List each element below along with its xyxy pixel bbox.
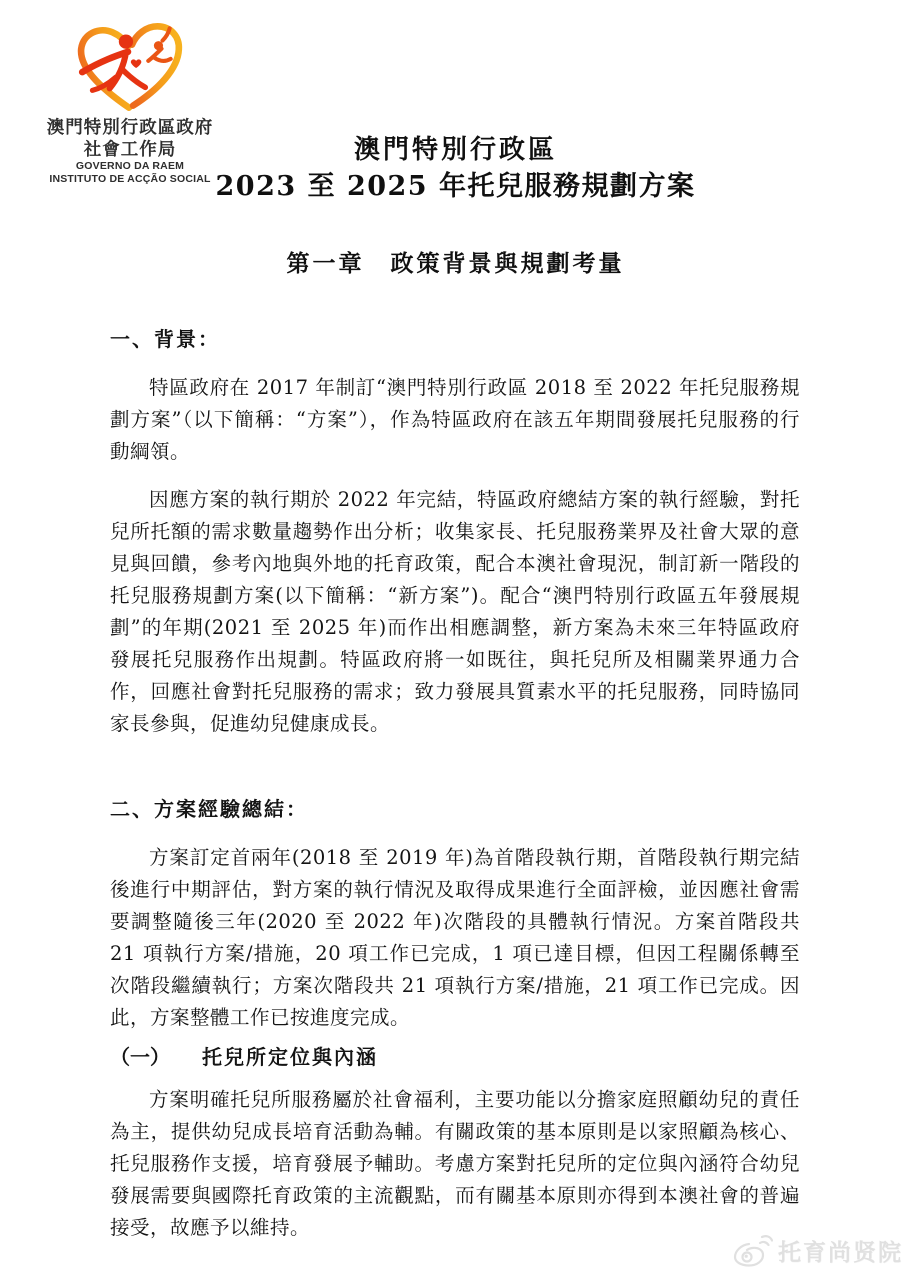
section-2-paragraph-1: 方案訂定首兩年(2018 至 2019 年)為首階段執行期，首階段執行期完結後進行中期評估，對方案的執行情況及取得成果進行全面評檢，並因應社會需要調整隨後三年(2020 至 2022 年)次階段的具體執行情況。方案首階段共 21 項執行方案/措施，20 項工作已完成，1 項已達目標，但因工程關係轉至次階段繼續執行；方案次階段共 21 項執行方案/措施，21 項工作已完成。因此，方案整體工作已按進度完成。 xyxy=(110,846,800,1029)
chapter-heading: 第一章 政策背景與規劃考量 xyxy=(286,250,625,277)
document-title xyxy=(0,132,911,206)
subsection-1-paragraph-1: 方案明確托兒所服務屬於社會福利，主要功能以分擔家庭照顧幼兒的責任為主，提供幼兒成長培育活動為輔。有關政策的基本原則是以家照顧為核心、托兒服務作支援，培育發展予輔助。考慮方案對托兒所的定位與內涵符合幼兒發展需要與國際托育政策的主流觀點，而有關基本原則亦得到本澳社會的普遍接受，故應予以維持。 xyxy=(110,1088,800,1239)
org-name-chinese-line2: 社會工作局 xyxy=(83,139,177,159)
subsection-1-title: 托兒所定位與內涵 xyxy=(202,1045,378,1069)
section-1-heading: 一、背景： xyxy=(110,327,220,351)
org-name-chinese-line1: 澳門特別行政區政府 xyxy=(46,117,214,137)
org-name-portuguese-line1: GOVERNO DA RAEM xyxy=(75,160,185,172)
subsection-1-number: （一） xyxy=(110,1045,170,1069)
document-title-line2: 2023 至 2025 年托兒服務規劃方案 xyxy=(215,171,696,202)
watermark-text: 托育尚贤院 xyxy=(778,1239,903,1265)
section-2-heading: 二、方案經驗總結： xyxy=(110,797,308,821)
weibo-icon xyxy=(733,1234,773,1267)
document-body xyxy=(110,324,800,1260)
heart-logo-icon xyxy=(69,20,191,114)
org-name-portuguese-line2: INSTITUTO DE ACÇÃO SOCIAL xyxy=(49,173,211,185)
watermark xyxy=(733,1234,903,1267)
section-1-paragraph-1: 特區政府在 2017 年制訂“澳門特別行政區 2018 至 2022 年托兒服務規劃方案”（以下簡稱：“方案”），作為特區政府在該五年期間發展托兒服務的行動綱領。 xyxy=(110,376,800,463)
document-title-line1: 澳門特別行政區 xyxy=(353,135,557,165)
subsection-1-heading xyxy=(110,1042,800,1072)
section-1-paragraph-2: 因應方案的執行期於 2022 年完結，特區政府總結方案的執行經驗，對托兒所托額的需求數量趨勢作出分析；收集家長、托兒服務業界及社會大眾的意見與回饋，參考內地與外地的托育政策，配合本澳社會現況，制訂新一階段的托兒服務規劃方案(以下簡稱：“新方案”)。配合“澳門特別行政區五年發展規劃”的年期(2021 至 2025 年)而作出相應調整，新方案為未來三年特區政府發展托兒服務作出規劃。特區政府將一如既往，與托兒所及相關業界通力合作，回應社會對托兒服務的需求；致力發展具質素水平的托兒服務，同時協同家長參與，促進幼兒健康成長。 xyxy=(110,488,800,735)
